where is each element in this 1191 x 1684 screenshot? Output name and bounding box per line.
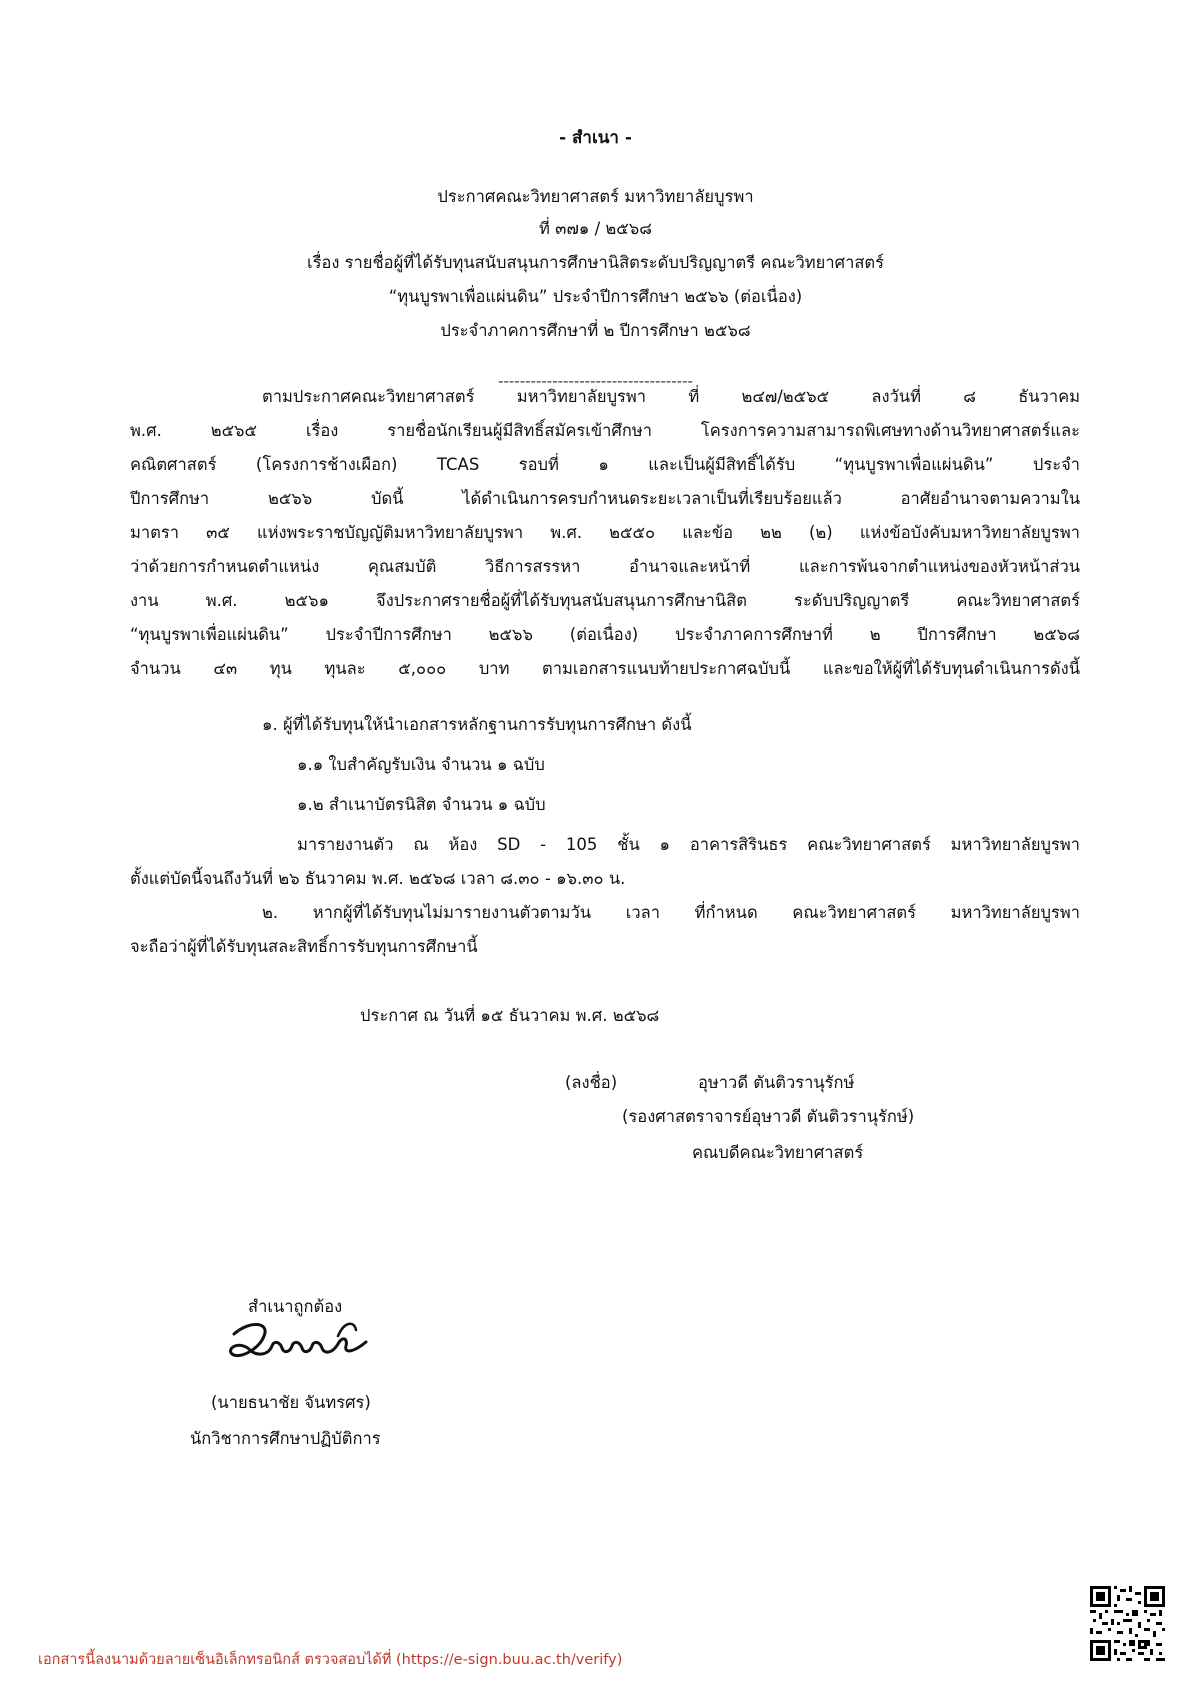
announcement-subject: เรื่อง รายชื่อผู้ที่ได้รับทุนสนับสนุนการศึกษานิสิตระดับปริญญาตรี คณะวิทยาศาสตร์ <box>306 253 885 272</box>
certifier-name: (นายธนาชัย จันทรศร) <box>211 1393 371 1412</box>
report-line-2: ตั้งแต่บัดนี้จนถึงวันที่ ๒๖ ธันวาคม พ.ศ. ๒๕๖๘ เวลา ๘.๓๐ - ๑๖.๓๐ น. <box>130 869 626 888</box>
item-1: ๑. ผู้ที่ได้รับทุนให้นำเอกสารหลักฐานการรับทุนการศึกษา ดังนี้ <box>262 715 692 734</box>
body-line-1: ตามประกาศคณะวิทยาศาสตร์ มหาวิทยาลัยบูรพา ที่ ๒๔๗/๒๕๖๕ ลงวันที่ ๘ ธันวาคม <box>262 387 1080 406</box>
signer-position: คณบดีคณะวิทยาศาสตร์ <box>692 1143 864 1162</box>
item-2-line-2: จะถือว่าผู้ที่ได้รับทุนสละสิทธิ์การรับทุนการศึกษานี้ <box>130 937 478 956</box>
announcement-date: ประกาศ ณ วันที่ ๑๕ ธันวาคม พ.ศ. ๒๕๖๘ <box>360 1006 660 1025</box>
body-line-3: คณิตศาสตร์ (โครงการช้างเผือก) TCAS รอบที่ ๑ และเป็นผู้มีสิทธิ์ได้รับ “ทุนบูรพาเพื่อแผ่นดิน” ประจำ <box>130 455 1080 474</box>
certifier-position: นักวิชาการศึกษาปฏิบัติการ <box>190 1429 381 1448</box>
body-line-4: ปีการศึกษา ๒๕๖๖ บัดนี้ ได้ดำเนินการครบกำหนดระยะเวลาเป็นที่เรียบร้อยแล้ว อาศัยอำนาจตามความใน <box>130 489 1080 508</box>
body-line-5: มาตรา ๓๕ แห่งพระราชบัญญัติมหาวิทยาลัยบูรพา พ.ศ. ๒๕๕๐ และข้อ ๒๒ (๒) แห่งข้อบังคับมหาวิทยาลัยบูรพา <box>130 523 1080 542</box>
certified-copy-label: สำเนาถูกต้อง <box>248 1297 343 1316</box>
item-1-1: ๑.๑ ใบสำคัญรับเงิน จำนวน ๑ ฉบับ <box>297 755 545 774</box>
heading-divider: ------------------------------------ <box>498 372 693 390</box>
announcement-subject-scholarship: “ทุนบูรพาเพื่อแผ่นดิน” ประจำปีการศึกษา ๒๕๖๖ (ต่อเนื่อง) <box>388 287 803 306</box>
body-line-2: พ.ศ. ๒๕๖๕ เรื่อง รายชื่อนักเรียนผู้มีสิทธิ์สมัครเข้าศึกษา โครงการความสามารถพิเศษทางด้านวิทยาศาสตร์และ <box>130 421 1080 440</box>
verify-qr-code-icon[interactable] <box>1090 1586 1165 1661</box>
copy-mark: - สำเนา - <box>559 128 632 148</box>
signed-label: (ลงชื่อ) <box>565 1073 618 1092</box>
body-line-6: ว่าด้วยการกำหนดตำแหน่ง คุณสมบัติ วิธีการสรรหา อำนาจและหน้าที่ และการพ้นจากตำแหน่งของหัวหน้าส่วน <box>130 557 1080 576</box>
body-line-9: จำนวน ๔๓ ทุน ทุนละ ๕,๐๐๐ บาท ตามเอกสารแนบท้ายประกาศฉบับนี้ และขอให้ผู้ที่ได้รับทุนดำเนินการดังนี้ <box>130 659 1080 678</box>
body-line-8: “ทุนบูรพาเพื่อแผ่นดิน” ประจำปีการศึกษา ๒๕๖๖ (ต่อเนื่อง) ประจำภาคการศึกษาที่ ๒ ปีการศึกษา ๒๕๖๘ <box>130 625 1080 644</box>
e-signature-note: เอกสารนี้ลงนามด้วยลายเซ็นอิเล็กทรอนิกส์ ตรวจสอบได้ที่ (https://e-sign.buu.ac.th/verify) <box>38 1652 623 1668</box>
announcement-subject-semester: ประจำภาคการศึกษาที่ ๒ ปีการศึกษา ๒๕๖๘ <box>440 321 751 340</box>
report-line-1: มารายงานตัว ณ ห้อง SD - 105 ชั้น ๑ อาคารสิรินธร คณะวิทยาศาสตร์ มหาวิทยาลัยบูรพา <box>297 835 1080 854</box>
handwritten-signature <box>220 1312 380 1372</box>
body-line-7: งาน พ.ศ. ๒๕๖๑ จึงประกาศรายชื่อผู้ที่ได้รับทุนสนับสนุนการศึกษานิสิต ระดับปริญญาตรี คณะวิทยาศาสตร์ <box>130 591 1080 610</box>
announcement-number: ที่ ๓๗๑ / ๒๕๖๘ <box>539 219 652 238</box>
signer-full-title: (รองศาสตราจารย์อุษาวดี ตันติวรานุรักษ์) <box>622 1107 915 1126</box>
item-1-2: ๑.๒ สำเนาบัตรนิสิต จำนวน ๑ ฉบับ <box>297 795 546 814</box>
signer-name: อุษาวดี ตันติวรานุรักษ์ <box>698 1073 855 1092</box>
item-2-line-1: ๒. หากผู้ที่ได้รับทุนไม่มารายงานตัวตามวัน เวลา ที่กำหนด คณะวิทยาศาสตร์ มหาวิทยาลัยบูรพา <box>262 903 1080 922</box>
announcement-issuer: ประกาศคณะวิทยาศาสตร์ มหาวิทยาลัยบูรพา <box>437 187 754 206</box>
